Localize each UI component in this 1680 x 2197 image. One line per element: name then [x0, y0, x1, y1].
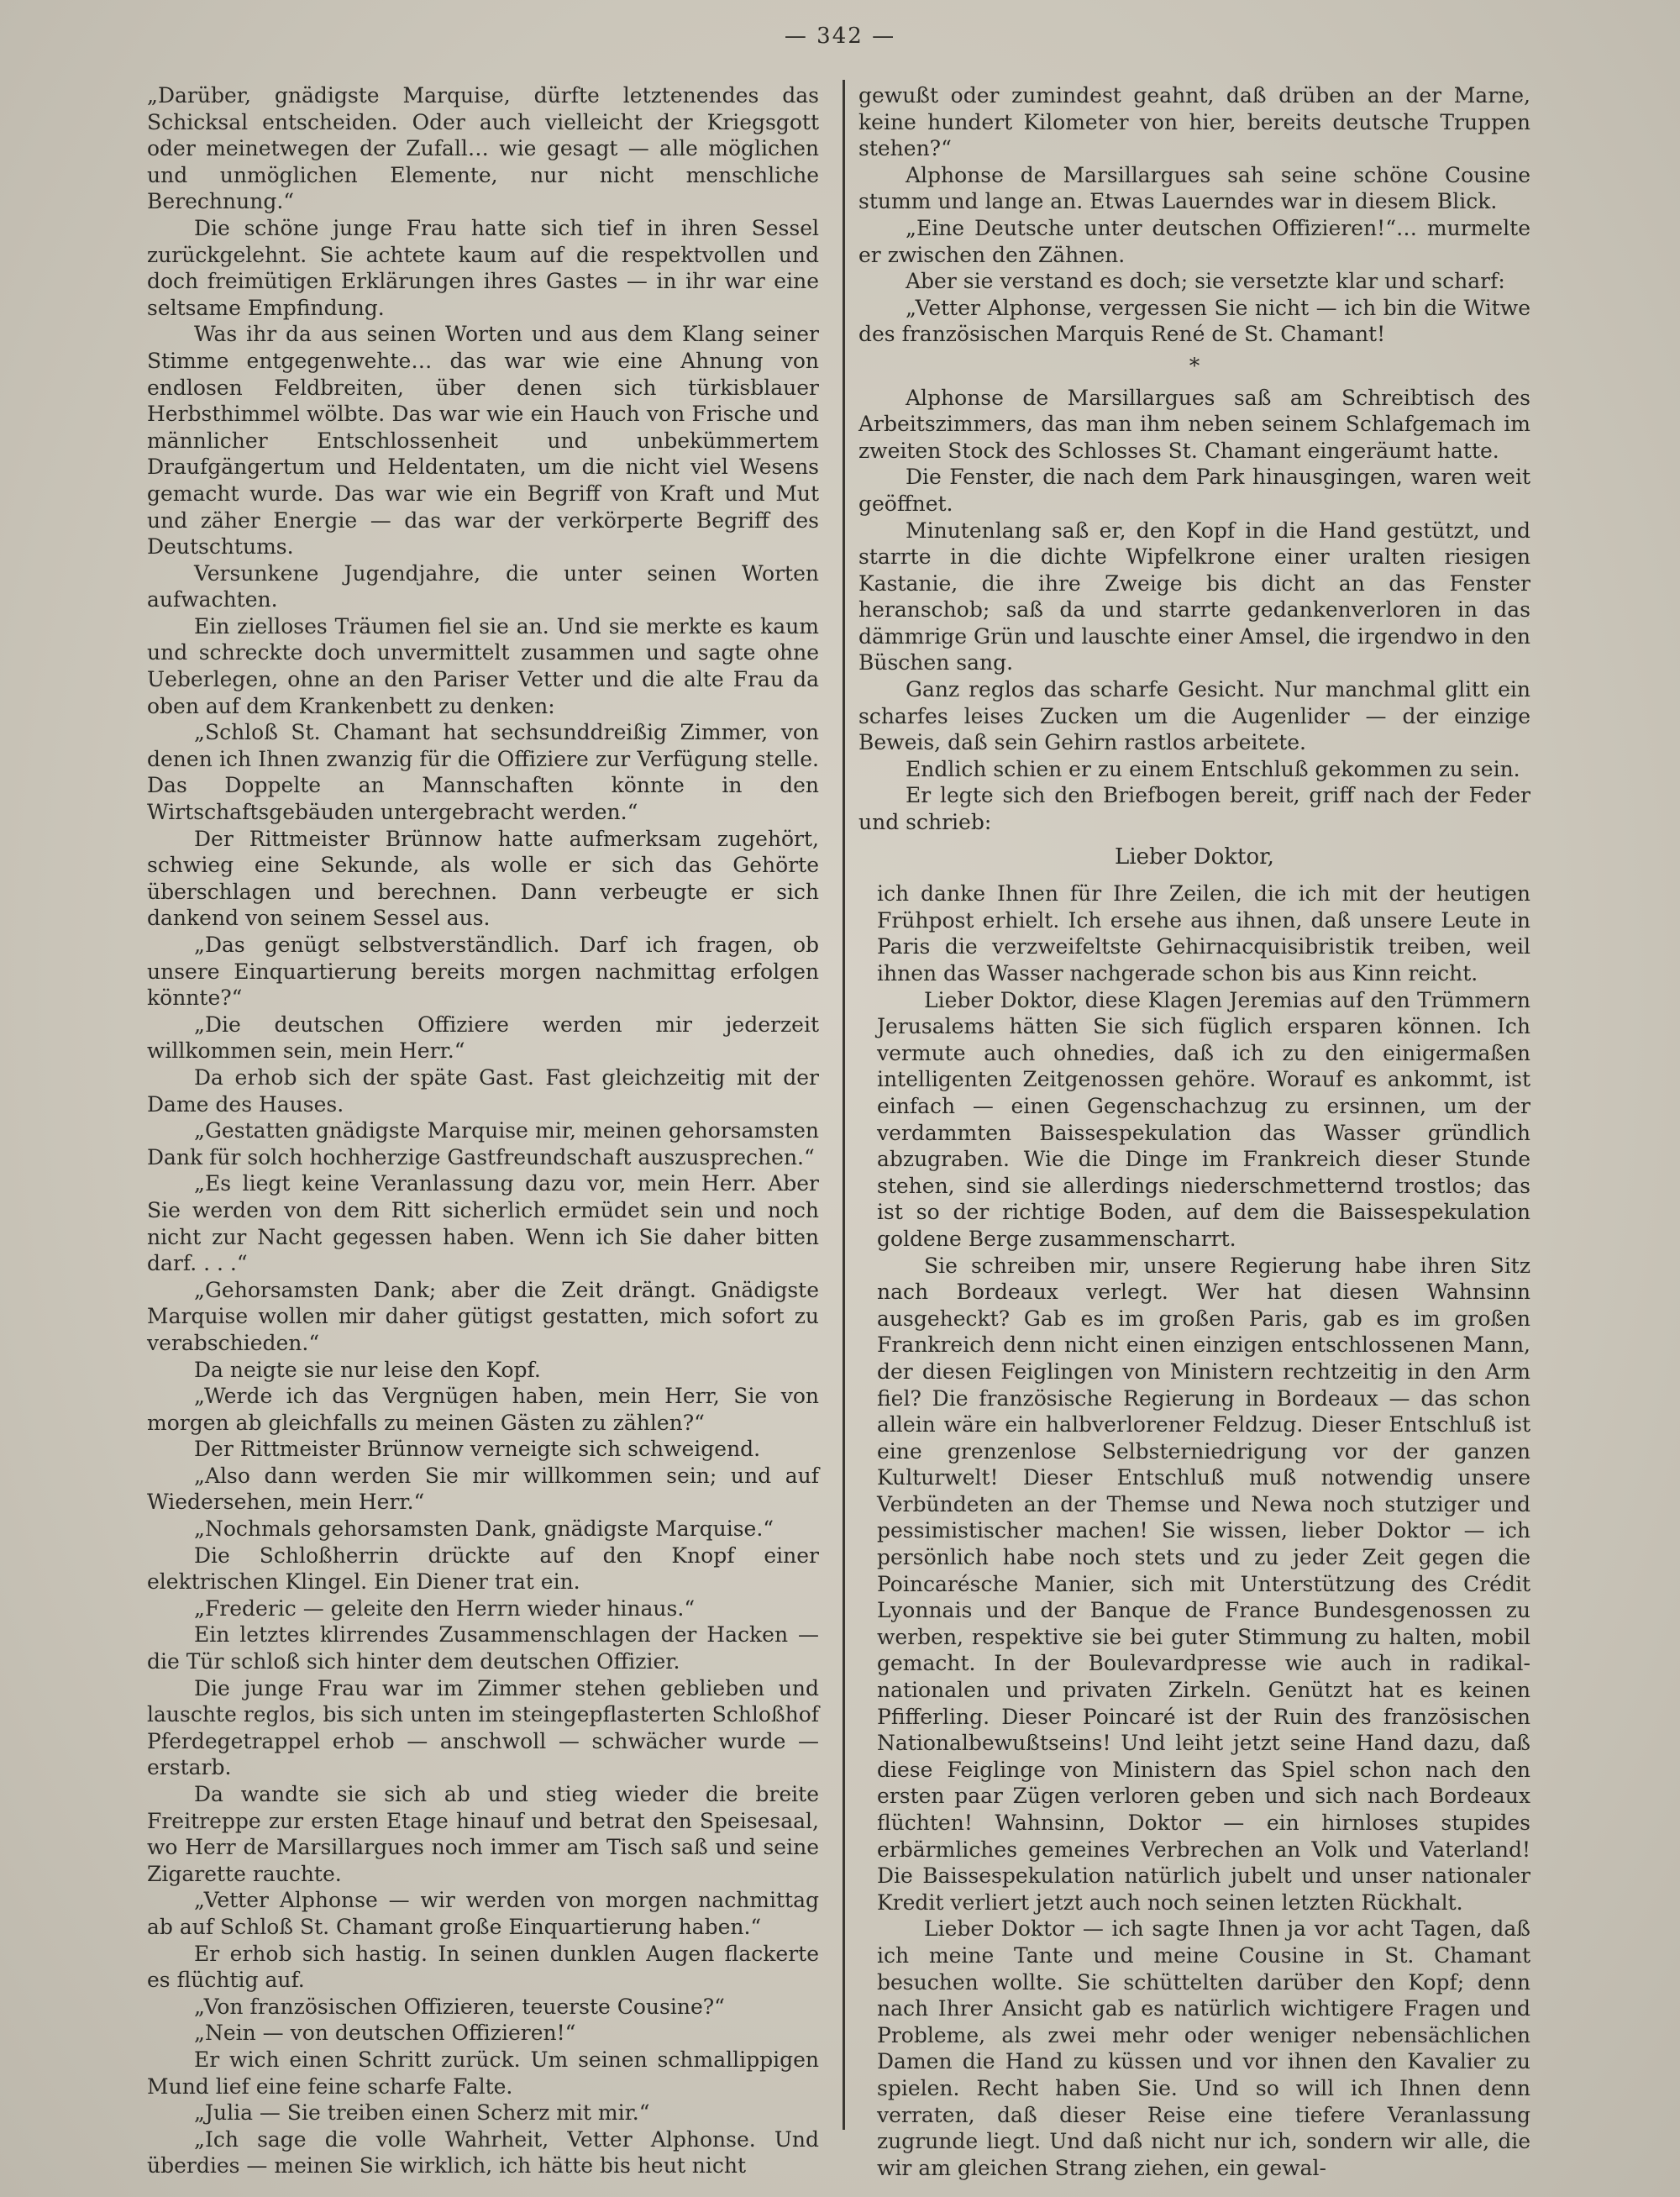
paragraph: Die Schloßherrin drückte auf den Knopf einer elektrischen Klingel. Ein Diener trat ein. — [147, 1543, 819, 1595]
paragraph: „Es liegt keine Veranlassung dazu vor, mein Herr. Aber Sie werden von dem Ritt sicherlich ermüdet sein und noch nicht zur Nacht gegessen haben. Wenn ich Sie daher bitten darf. . . .“ — [147, 1171, 819, 1276]
letter-paragraph: Lieber Doktor, diese Klagen Jeremias auf den Trümmern Jerusalems hätten Sie sich füglich ersparen können. Ich vermute auch ohnedies, daß ich zu den einigermaßen intelligenten Zeitgenossen gehöre. Worauf es ankommt, ist einfach — einen Gegenschachzug zu ersinnen, um der verdammten Baissespekulation das Wasser gründlich abzugraben. Wie die Dinge im Frankreich dieser Stunde stehen, sind sie allerdings niederschmetternd trostlos; das ist so der richtige Boden, auf dem die Baissespekulation goldene Berge zusammenscharrt. — [877, 987, 1530, 1251]
paragraph: Alphonse de Marsillargues sah seine schöne Cousine stumm und lange an. Etwas Lauerndes war in diesem Blick. — [858, 162, 1530, 214]
paragraph: Da wandte sie sich ab und stieg wieder die breite Freitreppe zur ersten Etage hinauf und betrat den Speisesaal, wo Herr de Marsillargues noch immer am Tisch saß und seine Zigarette rauchte. — [147, 1782, 819, 1886]
paragraph: gewußt oder zumindest geahnt, daß drüben an der Marne, keine hundert Kilometer von hier, bereits deutsche Truppen stehen?“ — [858, 83, 1530, 161]
paragraph: „Gehorsamsten Dank; aber die Zeit drängt. Gnädigste Marquise wollen mir daher gütigst gestatten, mich sofort zu verabschieden.“ — [147, 1277, 819, 1355]
paragraph: Minutenlang saß er, den Kopf in die Hand gestützt, und starrte in die dichte Wipfelkrone einer uralten riesigen Kastanie, die ihre Zweige bis dicht an das Fenster heranschob; saß da und starrte gedankenverloren in das dämmrige Grün und lauschte einer Amsel, die irgendwo in den Büschen sang. — [858, 518, 1530, 675]
right-column-main — [858, 385, 1530, 836]
paragraph: „Ich sage die volle Wahrheit, Vetter Alphonse. Und überdies — meinen Sie wirklich, ich hätte bis heut nicht — [147, 2126, 819, 2179]
paragraph: „Julia — Sie treiben einen Scherz mit mir.“ — [194, 2100, 650, 2126]
paragraph: Der Rittmeister Brünnow hatte aufmerksam zugehört, schwieg eine Sekunde, als wolle er sich das Gehörte überschlagen und berechnen. Dann verbeugte er sich dankend von seinem Sessel aus. — [147, 826, 819, 931]
paragraph: Er erhob sich hastig. In seinen dunklen Augen flackerte es flüchtig auf. — [147, 1941, 819, 1993]
paragraph: Alphonse de Marsillargues saß am Schreibtisch des Arbeitszimmers, das man ihm neben seinem Schlafgemach im zweiten Stock des Schlosses St. Chamant eingeräumt hatte. — [858, 385, 1530, 463]
paragraph: Da erhob sich der späte Gast. Fast gleichzeitig mit der Dame des Hauses. — [147, 1064, 819, 1117]
page-number: — 342 — — [784, 24, 896, 49]
paragraph: „Von französischen Offizieren, teuerste Cousine?“ — [194, 1994, 725, 2019]
paragraph: „Das genügt selbstverständlich. Darf ich fragen, ob unsere Einquartierung bereits morgen nachmittag erfolgen könnte?“ — [147, 933, 819, 1011]
paragraph: „Also dann werden Sie mir willkommen sein; und auf Wiedersehen, mein Herr.“ — [147, 1463, 819, 1515]
paragraph: „Darüber, gnädigste Marquise, dürfte letztenendes das Schicksal entscheiden. Oder auch vielleicht der Kriegsgott oder meinetwegen der Zufall… wie gesagt — alle möglichen und unmöglichen Elemente, nur nicht menschliche Berechnung.“ — [147, 83, 819, 214]
paragraph: „Eine Deutsche unter deutschen Offizieren!“… murmelte er zwischen den Zähnen. — [858, 215, 1530, 267]
paragraph: „Nein — von deutschen Offizieren!“ — [194, 2021, 576, 2046]
paragraph: Ein letztes klirrendes Zusammenschlagen der Hacken — die Tür schloß sich hinter dem deutschen Offizier. — [147, 1622, 819, 1674]
letter-salutation: Lieber Doktor, — [1115, 844, 1274, 870]
column-divider — [843, 80, 845, 2130]
letter-body — [858, 880, 1530, 2181]
paragraph: Da neigte sie nur leise den Kopf. — [194, 1357, 541, 1382]
right-column — [858, 82, 1530, 2181]
paragraph: Aber sie verstand es doch; sie versetzte klar und scharf: — [906, 269, 1505, 294]
paragraph: Die junge Frau war im Zimmer stehen geblieben und lauschte reglos, bis sich unten im steingepflasterten Schloßhof Pferdegetrappel erhob — anschwoll — schwächer wurde — erstarb. — [147, 1675, 819, 1780]
paragraph: „Frederic — geleite den Herrn wieder hinaus.“ — [194, 1595, 696, 1621]
paragraph: Ein zielloses Träumen fiel sie an. Und sie merkte es kaum und schreckte doch unvermittelt zusammen und sagte ohne Ueberlegen, ohne an den Pariser Vetter und die alte Frau da oben auf dem Krankenbett zu denken: — [147, 613, 819, 718]
letter-paragraph: Lieber Doktor — ich sagte Ihnen ja vor acht Tagen, daß ich meine Tante und meine Cousine in St. Chamant besuchen wollte. Sie schüttelten darüber den Kopf; denn nach Ihrer Ansicht gab es natürlich wichtigere Fragen und Probleme, als zwei mehr oder weniger nebensächlichen Damen die Hand zu küssen und vor ihnen den Kavalier zu spielen. Recht haben Sie. Und so will ich Ihnen denn verraten, daß dieser Reise eine tiefere Veranlassung zugrunde liegt. Und daß nicht nur ich, sondern wir alle, die wir am gleichen Strang ziehen, ein gewal- — [877, 1916, 1530, 2180]
paragraph: „Gestatten gnädigste Marquise mir, meinen gehorsamsten Dank für solch hochherzige Gastfreundschaft auszusprechen.“ — [147, 1118, 819, 1169]
paragraph: „Vetter Alphonse, vergessen Sie nicht — ich bin die Witwe des französischen Marquis René de St. Chamant! — [858, 295, 1530, 347]
section-break: * — [1189, 353, 1200, 378]
paragraph: „Vetter Alphonse — wir werden von morgen nachmittag ab auf Schloß St. Chamant große Einquartierung haben.“ — [147, 1888, 819, 1939]
left-column — [147, 82, 819, 2179]
paragraph: Die Fenster, die nach dem Park hinausgingen, waren weit geöffnet. — [858, 465, 1530, 516]
paragraph: Ganz reglos das scharfe Gesicht. Nur manchmal glitt ein scharfes leises Zucken um die Augenlider — der einzige Beweis, daß sein Gehirn rastlos arbeitete. — [858, 677, 1530, 755]
paragraph: Die schöne junge Frau hatte sich tief in ihren Sessel zurückgelehnt. Sie achtete kaum auf die respektvollen und doch freimütigen Erklärungen ihres Gastes — in ihr war eine seltsame Empfindung. — [147, 215, 819, 320]
paragraph: Der Rittmeister Brünnow verneigte sich schweigend. — [194, 1437, 761, 1462]
paragraph: „Nochmals gehorsamsten Dank, gnädigste Marquise.“ — [194, 1516, 774, 1542]
paragraph: Versunkene Jugendjahre, die unter seinen Worten aufwachten. — [147, 560, 819, 612]
paragraph: „Schloß St. Chamant hat sechsunddreißig Zimmer, von denen ich Ihnen zwanzig für die Offiziere zur Verfügung stelle. Das Doppelte an Mannschaften könnte in den Wirtschaftsgebäuden untergebracht werden.“ — [147, 720, 819, 825]
letter-paragraph: ich danke Ihnen für Ihre Zeilen, die ich mit der heutigen Frühpost erhielt. Ich ersehe aus ihnen, daß unsere Leute in Paris die verzweifeltste Gehirnacquisibristik treiben, weil ihnen das Wasser nachgerade schon bis aus Kinn reicht. — [877, 881, 1530, 985]
paragraph: Endlich schien er zu einem Entschluß gekommen zu sein. — [906, 756, 1520, 781]
paragraph: „Die deutschen Offiziere werden mir jederzeit willkommen sein, mein Herr.“ — [147, 1012, 819, 1064]
paragraph: Was ihr da aus seinen Worten und aus dem Klang seiner Stimme entgegenwehte… das war wie eine Ahnung von endlosen Feldbreiten, über denen sich türkisblauer Herbsthimmel wölbte. Das war wie ein Hauch von Frische und männlicher Entschlossenheit und unbekümmertem Draufgängertum und Heldentaten, um die nicht viel Wesens gemacht wurde. Das war wie ein Begriff von Kraft und Mut und zäher Energie — das war der verkörperte Begriff des Deutschtums. — [147, 322, 819, 560]
paragraph: „Werde ich das Vergnügen haben, mein Herr, Sie von morgen ab gleichfalls zu meinen Gästen zu zählen?“ — [147, 1384, 819, 1435]
paragraph: Er wich einen Schritt zurück. Um seinen schmallippigen Mund lief eine feine scharfe Falte. — [147, 2047, 819, 2099]
right-column-intro — [858, 82, 1530, 348]
letter-paragraph: Sie schreiben mir, unsere Regierung habe ihren Sitz nach Bordeaux verlegt. Wer hat diesen Wahnsinn ausgeheckt? Gab es im großen Paris, gab es im großen Frankreich denn nicht einen einzigen entschlossenen Mann, der diesen Feiglingen von Ministern rechtzeitig in den Arm fiel? Die französische Regierung in Bordeaux — das schon allein wäre ein halbverlorener Feldzug. Dieser Entschluß ist eine grenzenlose Selbsterniedrigung vor der ganzen Kulturwelt! Dieser Entschluß muß notwendig unsere Verbündeten an der Themse und Newa noch stutziger und pessimistischer machen! Sie wissen, lieber Doktor — ich persönlich habe noch stets und zu jeder Zeit gegen die Poincarésche Manier, sich mit Unterstützung des Crédit Lyonnais und der Banque de France Bundesgenossen zu werben, respektive sie bei guter Stimmung zu halten, mobil gemacht. In der Boulevardpresse wie auch in radikal-nationalen und privaten Zirkeln. Genützt hat es keinen Pfifferling. Dieser Poincaré ist der Ruin des französischen Nationalbewußtseins! Und leiht jetzt seine Hand dazu, daß diese Feiglinge von Ministern das Spiel schon nach den ersten paar Zügen verloren geben und sich nach Bordeaux flüchten! Wahnsinn, Doktor — ein hirnloses stupides erbärmliches gemeines Verbrechen an Volk und Vaterland! Die Baissespekulation natürlich jubelt und unser nationaler Kredit verliert jetzt auch noch seinen letzten Rückhalt. — [877, 1253, 1530, 1915]
paragraph: Er legte sich den Briefbogen bereit, griff nach der Feder und schrieb: — [858, 783, 1530, 835]
